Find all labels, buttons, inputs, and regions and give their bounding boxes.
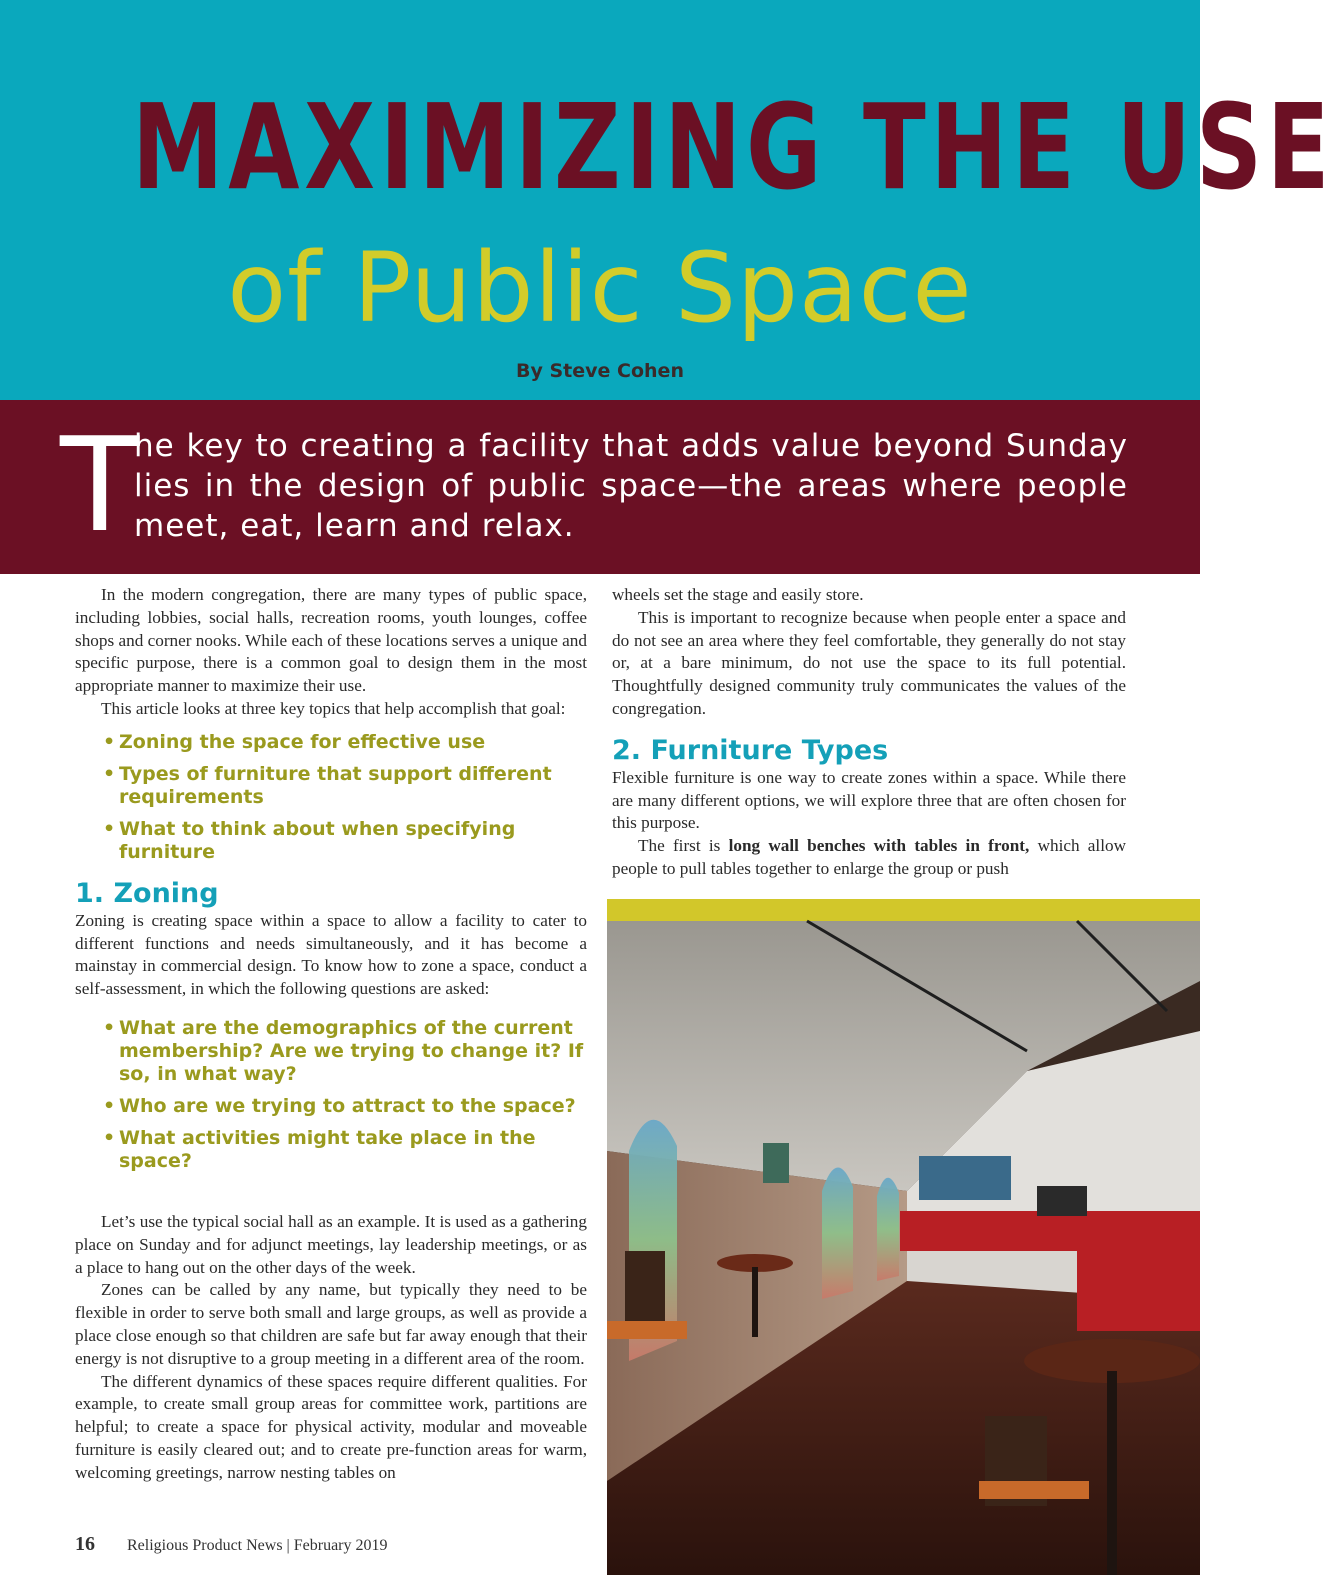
topic-list	[103, 731, 587, 864]
paragraph: In the modern congregation, there are many types of public space, including lobbies, social halls, recreation rooms, youth lounges, coffee shops and corner nooks. While each of these locations serves a unique and specific purpose, there is a common goal to design them in the most appropriate manner to maximize their use.	[75, 585, 587, 696]
intro-banner	[0, 400, 1200, 574]
publication-info: Religious Product News | February 2019	[127, 1537, 388, 1554]
page-footer	[75, 1533, 388, 1556]
left-column	[75, 584, 587, 1485]
list-item: • Who are we trying to attract to the space?	[103, 1094, 576, 1117]
social-hall-illustration	[607, 921, 1200, 1575]
paragraph: The first is long wall benches with tables in front, which allow people to pull tables together to enlarge the group or push	[612, 836, 1126, 878]
social-hall-photo	[607, 921, 1200, 1575]
drop-cap: T	[60, 409, 140, 561]
article-subtitle: of Public Space	[227, 232, 973, 344]
paragraph: This article looks at three key topics that help accomplish that goal:	[101, 698, 566, 718]
header-banner	[0, 0, 1334, 400]
intro-text: he key to creating a facility that adds value beyond Sunday lies in the design of public space—the areas where people meet, eat, learn and relax.	[134, 428, 1128, 544]
question-list	[103, 1017, 587, 1173]
section-heading-zoning: 1. Zoning	[75, 877, 219, 909]
section-heading-furniture: 2. Furniture Types	[612, 734, 889, 766]
paragraph: The different dynamics of these spaces require different qualities. For example, to create small group areas for committee work, partitions are helpful; to create a space for physical activity, modular and moveable furniture is easily cleared out; and to create pre-function areas for warm, welcoming greetings, narrow nesting tables on	[75, 1371, 587, 1482]
list-item: • What activities might take place in the space?	[103, 1126, 536, 1172]
photo-accent-band	[607, 899, 1200, 921]
list-item: • Types of furniture that support different requirements	[103, 762, 552, 808]
paragraph: Zones can be called by any name, but typically they need to be flexible in order to serve both small and large groups, as well as provide a place close enough so that children are safe but far away enough that their energy is not disruptive to a group meeting in a different area of the room.	[75, 1280, 587, 1368]
list-item: • What to think about when specifying furniture	[103, 817, 516, 863]
right-column	[612, 584, 1126, 881]
page-number: 16	[75, 1533, 95, 1555]
article-title: MAXIMIZING THE USE	[132, 78, 1334, 216]
paragraph: This is important to recognize because when people enter a space and do not see an area where they feel comfortable, they generally do not stay or, at a bare minimum, do not use the space to its full potential. Thoughtfully designed community truly communicates the values of the congregation.	[612, 607, 1126, 718]
byline: By Steve Cohen	[516, 360, 684, 382]
paragraph: Flexible furniture is one way to create zones within a space. While there are many different options, we will explore three that are often chosen for this purpose.	[612, 767, 1126, 833]
paragraph: Zoning is creating space within a space to allow a facility to cater to different functions and needs simultaneously, and it has become a mainstay in commercial design. To know how to zone a space, conduct a self-assessment, in which the following questions are asked:	[75, 910, 587, 999]
paragraph: Let’s use the typical social hall as an example. It is used as a gathering place on Sunday and for adjunct meetings, lay leadership meetings, or as a place to hang out on the other days of the week.	[75, 1211, 587, 1277]
list-item: • What are the demographics of the current membership? Are we trying to change it? If so, in what way?	[103, 1016, 584, 1085]
list-item: • Zoning the space for effective use	[103, 730, 486, 753]
paragraph: wheels set the stage and easily store.	[612, 585, 864, 604]
